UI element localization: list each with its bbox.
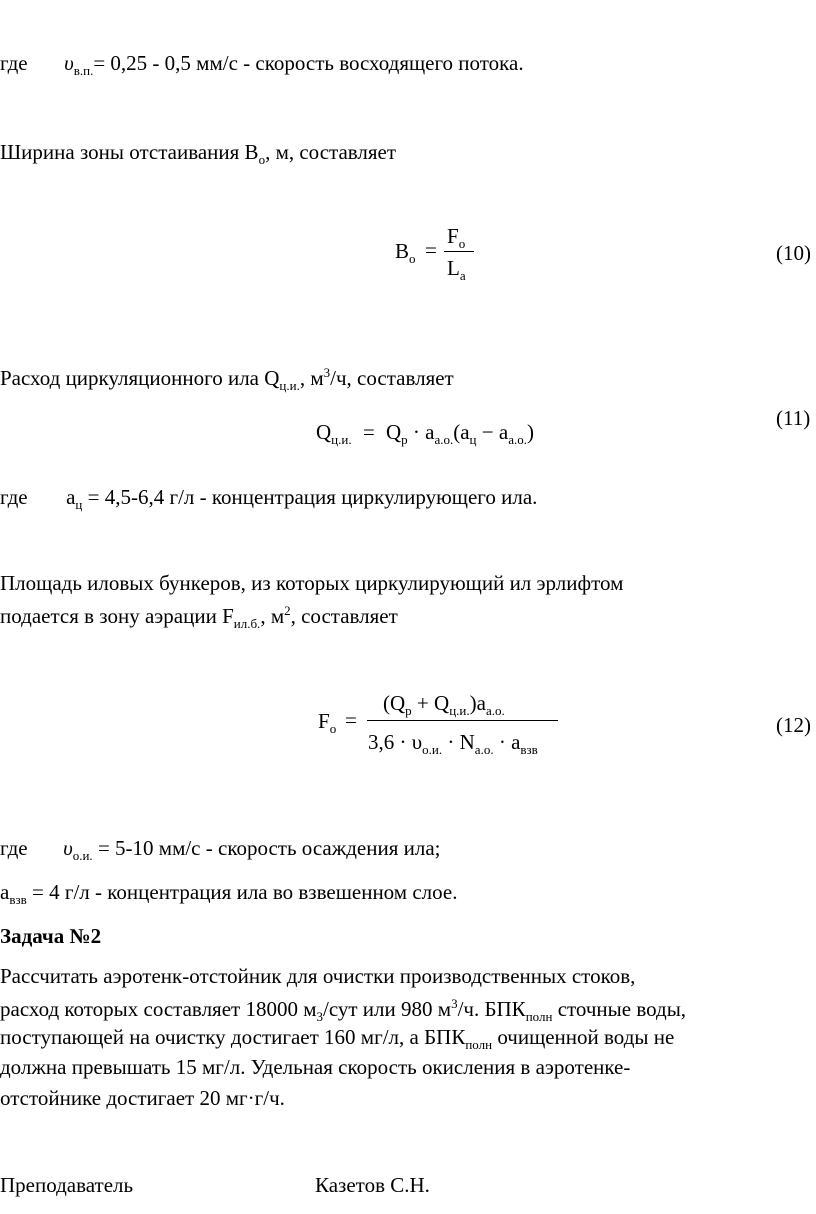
eq10-fraction-bar	[444, 251, 474, 252]
eq12-num-q2-sub: ц.и.	[449, 703, 470, 718]
eq11-minus: −	[481, 420, 494, 444]
circulation-flow-line	[0, 366, 454, 392]
eq12-den-dot: · N	[442, 730, 475, 754]
circulation-flow-sup: 3	[323, 365, 331, 380]
suspended-conc-text: = 4 г/л - концентрация ила во взвешенном слое.	[26, 880, 458, 904]
eq11-a3: a	[498, 420, 509, 444]
eq11-q-sub: р	[401, 432, 408, 447]
eq12-lhs-sub: о	[329, 721, 337, 736]
eq10-num-symbol: F	[447, 224, 459, 248]
eq11-dot: ·	[412, 420, 420, 444]
task-l2-mid: /сут или 980 м	[323, 997, 452, 1021]
bunker-text: подается в зону аэрации F	[0, 604, 234, 628]
circulation-flow-text: Расход циркуляционного ила Q	[0, 366, 280, 390]
eq10-den-symbol: L	[447, 256, 460, 280]
eq12-lhs-symbol: F	[318, 709, 330, 733]
where-label: где	[0, 836, 28, 860]
bunker-line-2	[0, 604, 398, 630]
task-line-2	[0, 997, 686, 1023]
task-line-5: отстойнике достигает 20 мг·г/ч.	[0, 1086, 285, 1110]
suspended-layer-line	[0, 882, 457, 906]
eq12-equals: =	[345, 708, 357, 732]
eq11-a2-sub: ц	[469, 432, 477, 447]
eq10-lhs-symbol: В	[395, 239, 410, 263]
task-l3-sub: полн	[465, 1037, 493, 1052]
eq11-a2: a	[460, 420, 470, 444]
eq12-den-v: υ	[411, 730, 423, 754]
sludge-conc-symbol: а	[66, 485, 76, 509]
eq11-equals: =	[362, 420, 375, 444]
where-line-circulating-sludge	[0, 487, 537, 511]
signature-role: Преподаватель	[0, 1173, 134, 1197]
velocity-symbol: υ	[63, 836, 73, 860]
eq11-lhs: Q	[316, 420, 332, 444]
settling-velocity-text: = 5-10 мм/с - скорость осаждения ила;	[92, 836, 441, 860]
eq12-den-n-sub: а.о.	[474, 742, 494, 757]
eq12-number: (12)	[776, 713, 811, 737]
eq12-den-v-sub: о.и.	[422, 742, 443, 757]
eq12-den-a-sub: взв	[520, 742, 538, 757]
eq10-equals: =	[425, 238, 437, 262]
settling-velocity-sub: о.и.	[72, 848, 93, 863]
settling-width-text: Ширина зоны отстаивания В	[0, 140, 259, 164]
eq11-q: Q	[385, 420, 402, 444]
settling-width-sub: о	[258, 152, 266, 167]
where-line-upflow	[0, 53, 524, 77]
eq11-lhs-sub: ц.и.	[331, 432, 352, 447]
eq12-num-plus: + Q	[411, 691, 450, 715]
task-line-3	[0, 1027, 674, 1051]
eq10-lhs	[395, 241, 416, 265]
eq11-open-paren: (	[453, 420, 461, 444]
eq10-lhs-sub: о	[409, 251, 416, 266]
eq12-den-dot2: · a	[493, 730, 521, 754]
task-l2-text: расход которых составляет 18000 м	[0, 997, 317, 1021]
eq12-num-close: )a	[469, 691, 486, 715]
circulation-flow-mid: , м	[299, 366, 324, 390]
settling-width-line	[0, 142, 396, 166]
eq11-formula	[316, 422, 534, 446]
eq12-den-start: 3,6 ·	[368, 730, 407, 754]
eq11-close-paren: )	[526, 420, 534, 444]
sludge-conc-text: = 4,5-6,4 г/л - концентрация циркулирующего ила.	[82, 485, 538, 509]
task-l2-sup: 3	[451, 996, 458, 1011]
bunker-line-1: Площадь иловых бункеров, из которых циркулирующий ил эрлифтом	[0, 571, 624, 595]
task-l3-after: очищенной воды не	[492, 1025, 675, 1049]
sludge-conc-sub: ц	[75, 497, 83, 512]
eq11-number: (11)	[776, 406, 811, 430]
suspended-conc-sub: взв	[9, 892, 27, 907]
eq11-a1: a	[425, 420, 435, 444]
bunker-mid: , м	[260, 604, 285, 628]
task-l3-text: поступающей на очистку достигает 160 мг/л, а БПК	[0, 1025, 466, 1049]
eq10-numerator	[447, 226, 465, 250]
settling-width-text-after: , м, составляет	[265, 140, 397, 164]
eq11-a1-sub: а.о.	[434, 432, 454, 447]
bunker-sub: ил.б.	[233, 616, 261, 631]
where-label: где	[0, 51, 28, 75]
where-line-settling-velocity	[0, 838, 441, 862]
upflow-text: = 0,25 - 0,5 мм/с - скорость восходящего потока.	[93, 51, 524, 75]
bunker-after: , составляет	[290, 604, 398, 628]
eq12-num-q-sub: р	[405, 703, 412, 718]
suspended-conc-symbol: а	[0, 880, 10, 904]
eq12-numerator	[383, 693, 505, 717]
signature-name: Казетов С.Н.	[315, 1173, 430, 1197]
task-title: Задача №2	[0, 924, 102, 948]
velocity-symbol: υ	[64, 51, 74, 75]
eq12-num-open: (Q	[383, 691, 406, 715]
eq12-lhs	[318, 711, 336, 735]
bunker-sup: 2	[284, 603, 291, 618]
task-l2-sub2: полн	[525, 1009, 553, 1024]
task-line-4: должна превышать 15 мг/л. Удельная скорость окисления в аэротенке-	[0, 1055, 631, 1079]
eq12-fraction-bar	[367, 720, 558, 721]
task-l2-after: сточные воды,	[552, 997, 687, 1021]
eq11-a3-sub: а.о.	[508, 432, 527, 447]
task-line-1: Рассчитать аэротенк-отстойник для очистки производственных стоков,	[0, 964, 636, 988]
where-label: где	[0, 485, 28, 509]
eq10-den-sub: а	[459, 268, 466, 283]
circulation-flow-after: /ч, составляет	[330, 366, 454, 390]
eq12-denominator	[368, 732, 538, 756]
task-l2-sub: 3	[316, 1009, 323, 1024]
eq10-denominator	[447, 258, 466, 282]
eq12-num-a-sub: а.о.	[485, 703, 505, 718]
eq10-number: (10)	[776, 241, 811, 265]
circulation-flow-sub: ц.и.	[279, 378, 300, 393]
eq10-num-sub: о	[458, 236, 466, 251]
task-l2-mid2: /ч. БПК	[457, 997, 526, 1021]
velocity-subscript: в.п.	[73, 63, 94, 78]
